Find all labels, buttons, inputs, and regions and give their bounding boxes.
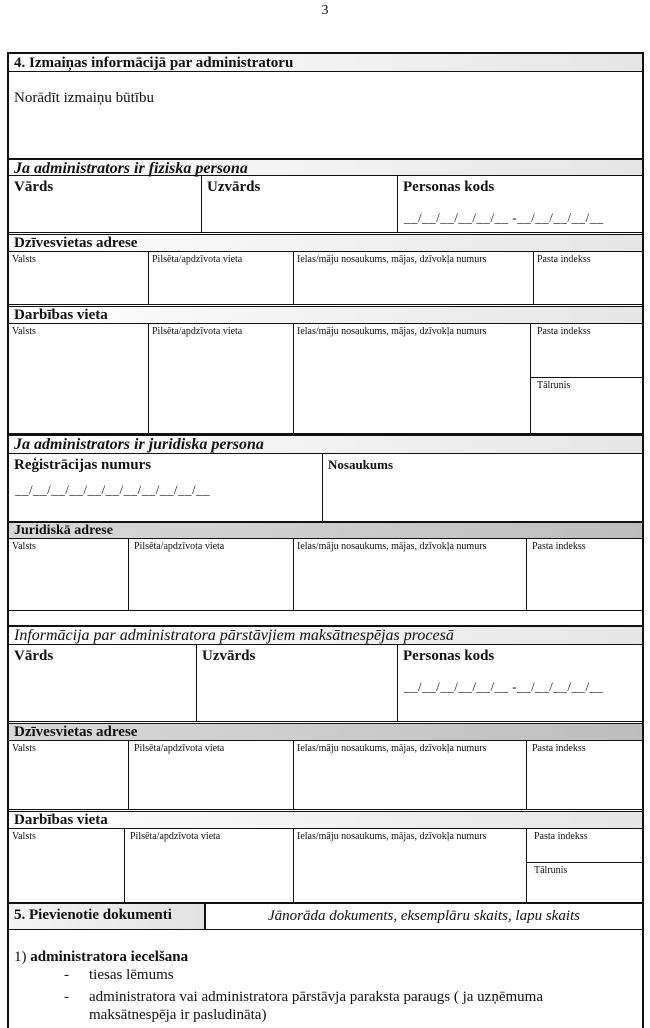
rep-residence-city-label: Pilsēta/apdzīvota vieta (134, 743, 225, 754)
representative-residence-header (9, 723, 642, 741)
change-description-label: Norādīt izmaiņu būtību (14, 90, 154, 106)
activity-street-label: Ielas/māju nosaukums, mājas, dzīvokļa numurs (297, 326, 487, 337)
residence-street-label: Ielas/māju nosaukums, mājas, dzīvokļa numurs (297, 254, 487, 265)
legal-country-field[interactable] (9, 539, 129, 610)
rep-activity-postal-label: Pasta indekss (534, 831, 588, 842)
rep-activity-contact-cell (527, 829, 642, 902)
section-5-title-cell (9, 904, 206, 929)
legal-postal-field[interactable] (527, 539, 642, 610)
rep-residence-postal-label: Pasta indekss (532, 743, 586, 754)
document-sub-item-2-line-1: administratora vai administratora pārstāvja paraksta paraugs ( ja uzņēmuma (89, 989, 543, 1005)
rep-activity-phone-field[interactable] (527, 863, 642, 902)
representative-activity-title: Darbības vieta (14, 812, 108, 828)
rep-residence-country-label: Valsts (12, 743, 36, 754)
physical-person-header (9, 158, 642, 176)
residence-city-field[interactable] (149, 252, 294, 304)
activity-city-label: Pilsēta/apdzīvota vieta (152, 326, 243, 337)
rep-residence-city-field[interactable] (129, 741, 294, 809)
rep-activity-street-field[interactable] (294, 829, 527, 902)
residence-country-label: Valsts (12, 254, 36, 265)
representative-surname-label: Uzvārds (202, 648, 256, 664)
representative-activity-row (9, 829, 642, 902)
personal-code-pattern: __/__/__/__/__/__ -__/__/__/__/__ (404, 210, 604, 225)
representatives-header (9, 625, 642, 645)
representative-code-pattern: __/__/__/__/__/__ -__/__/__/__/__ (404, 679, 604, 694)
representative-name-field[interactable] (9, 645, 197, 721)
rep-activity-phone-label: Tālrunis (534, 865, 568, 876)
personal-code-field[interactable] (398, 176, 642, 232)
legal-address-title: Juridiskā adrese (14, 523, 113, 538)
residence-row (9, 252, 642, 305)
activity-city-field[interactable] (149, 324, 294, 433)
rep-activity-city-field[interactable] (125, 829, 294, 902)
rep-residence-street-field[interactable] (294, 741, 527, 809)
legal-city-field[interactable] (129, 539, 294, 610)
rep-activity-city-label: Pilsēta/apdzīvota vieta (130, 831, 221, 842)
residence-postal-label: Pasta indekss (537, 254, 591, 265)
page-number: 3 (321, 3, 329, 18)
activity-street-field[interactable] (294, 324, 531, 433)
name-label: Vārds (14, 179, 54, 195)
legal-street-label: Ielas/māju nosaukums, mājas, dzīvokļa numurs (297, 541, 487, 552)
legal-name-label: Nosaukums (328, 457, 394, 472)
rep-activity-postal-field[interactable] (527, 829, 642, 863)
document-sub-item-1: tiesas lēmums (89, 967, 174, 983)
legal-city-label: Pilsēta/apdzīvota vieta (134, 541, 225, 552)
legal-postal-label: Pasta indekss (532, 541, 586, 552)
rep-residence-country-field[interactable] (9, 741, 129, 809)
representative-code-label: Personas kods (403, 648, 495, 664)
name-field[interactable] (9, 176, 202, 232)
residence-country-field[interactable] (9, 252, 149, 304)
surname-label: Uzvārds (207, 179, 261, 195)
legal-person-row (9, 454, 642, 522)
representative-residence-title: Dzīvesvietas adrese (14, 724, 138, 740)
physical-person-title: Ja administrators ir fiziska persona (14, 160, 248, 177)
administrator-change-form (7, 52, 644, 1028)
representative-surname-field[interactable] (197, 645, 398, 721)
registration-number-pattern: __/__/__/__/__/__/__/__/__/__/__ (15, 482, 211, 497)
activity-country-label: Valsts (12, 326, 36, 337)
rep-activity-street-label: Ielas/māju nosaukums, mājas, dzīvokļa numurs (297, 831, 487, 842)
section-4-title: 4. Izmaiņas informācijā par administratoru (14, 55, 294, 71)
activity-postal-field[interactable] (531, 324, 642, 378)
activity-country-field[interactable] (9, 324, 149, 433)
representative-code-field[interactable] (398, 645, 642, 721)
rep-residence-postal-field[interactable] (527, 741, 642, 809)
activity-header (9, 306, 642, 324)
activity-phone-label: Tālrunis (537, 380, 571, 391)
document-item-1 (14, 949, 188, 966)
legal-address-header (9, 522, 642, 539)
residence-city-label: Pilsēta/apdzīvota vieta (152, 254, 243, 265)
residence-postal-field[interactable] (534, 252, 642, 304)
rep-activity-country-field[interactable] (9, 829, 125, 902)
activity-phone-field[interactable] (531, 378, 642, 433)
document-item-number: 1) (14, 949, 27, 965)
section-5-header (9, 902, 642, 930)
physical-person-row (9, 176, 642, 233)
activity-title: Darbības vieta (14, 307, 108, 323)
document-item-title: administratora iecelšana (30, 949, 189, 965)
rep-residence-street-label: Ielas/māju nosaukums, mājas, dzīvokļa numurs (297, 743, 487, 754)
change-description-field[interactable] (9, 72, 642, 158)
section-4-header (9, 52, 642, 72)
registration-number-field[interactable] (9, 454, 323, 521)
representatives-title: Informācija par administratora pārstāvjiem maksātnespējas procesā (14, 627, 454, 644)
representative-person-row (9, 645, 642, 722)
document-sub-item-2-line-2: maksātnespēja ir pasludināta) (89, 1007, 267, 1023)
legal-person-header (9, 434, 642, 454)
personal-code-label: Personas kods (403, 179, 495, 195)
registration-number-label: Reģistrācijas numurs (14, 457, 152, 473)
representative-activity-header (9, 811, 642, 829)
representative-residence-row (9, 741, 642, 810)
activity-contact-cell (531, 324, 642, 433)
legal-country-label: Valsts (12, 541, 36, 552)
activity-postal-label: Pasta indekss (537, 326, 591, 337)
activity-row (9, 324, 642, 434)
representative-name-label: Vārds (14, 648, 54, 664)
residence-header (9, 234, 642, 252)
legal-street-field[interactable] (294, 539, 527, 610)
legal-name-field[interactable] (323, 454, 642, 521)
residence-street-field[interactable] (294, 252, 534, 304)
bullet-dash-1: - (64, 967, 69, 983)
residence-title: Dzīvesvietas adrese (14, 235, 138, 251)
surname-field[interactable] (202, 176, 398, 232)
bullet-dash-2: - (64, 989, 69, 1005)
rep-activity-country-label: Valsts (12, 831, 36, 842)
section-5-hint: Jānorāda dokuments, eksemplāru skaits, lapu skaits (267, 908, 581, 924)
legal-person-title: Ja administrators ir juridiska persona (14, 436, 264, 453)
section-5-title: 5. Pievienotie dokumenti (14, 907, 172, 923)
legal-address-row (9, 539, 642, 611)
